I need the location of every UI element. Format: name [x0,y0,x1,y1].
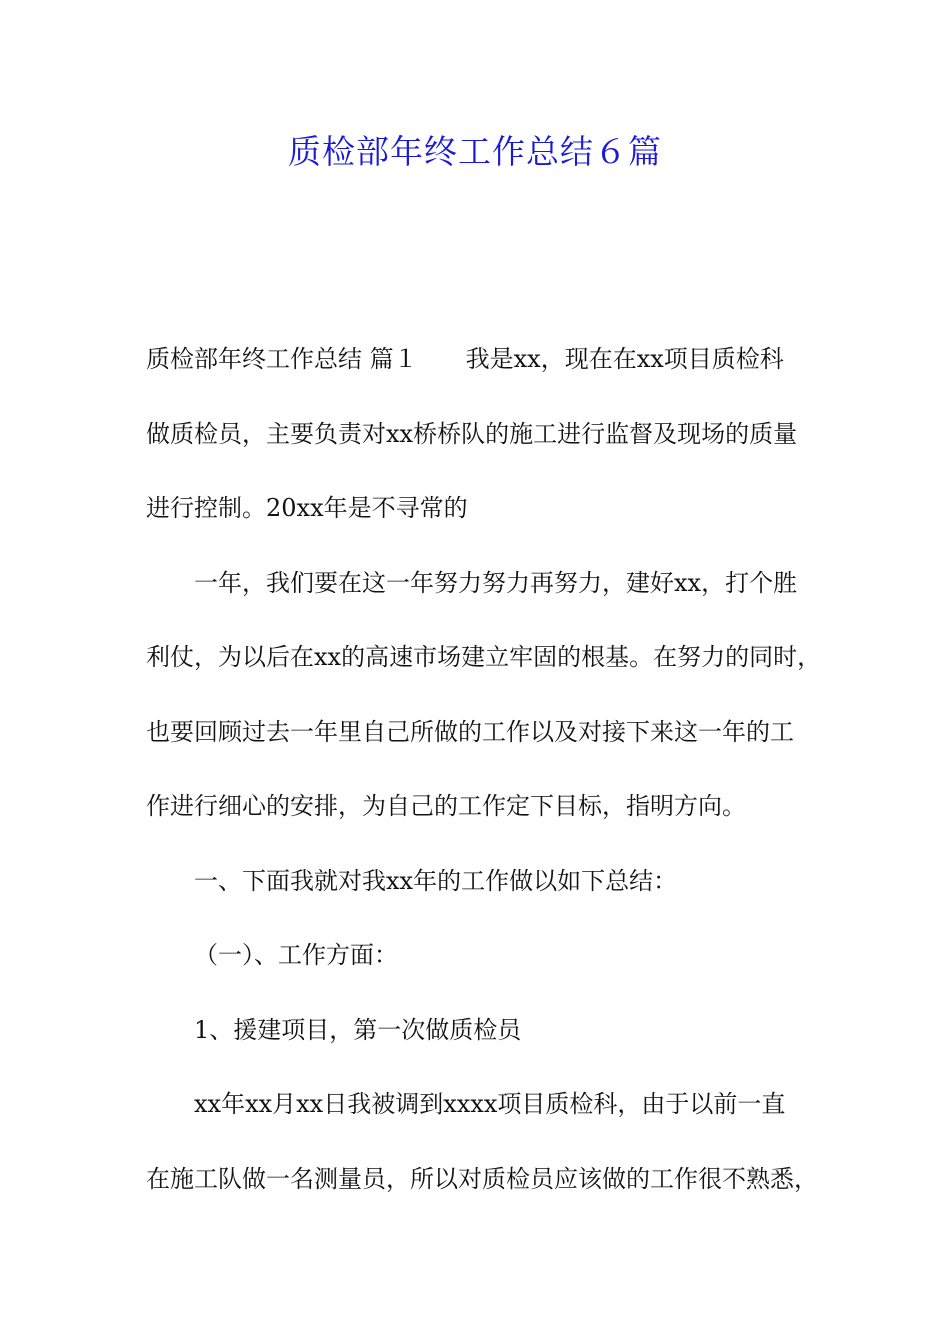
paragraph-line: 作进行细心的安排，为自己的工作定下目标，指明方向。 [146,792,746,820]
section-heading: 一、下面我就对我xx年的工作做以如下总结： [194,867,678,895]
paragraph-line: 做质检员，主要负责对xx桥桥队的施工进行监督及现场的质量 [146,420,798,448]
item-heading: 1、援建项目，第一次做质检员 [194,1016,522,1044]
paragraph-line: xx年xx月xx日我被调到xxxx项目质检科，由于以前一直 [194,1090,786,1118]
paragraph-line: 一年，我们要在这一年努力努力再努力，建好xx，打个胜 [194,569,798,597]
paragraph-line: 质检部年终工作总结 篇１ 我是xx，现在在xx项目质检科 [146,345,784,373]
paragraph-line: 在施工队做一名测量员，所以对质检员应该做的工作很不熟悉， [146,1165,818,1193]
document-title: 质检部年终工作总结６篇 [288,132,662,171]
paragraph-line: 也要回顾过去一年里自己所做的工作以及对接下来这一年的工 [146,718,794,746]
subsection-heading: （一）、工作方面： [194,941,398,969]
paragraph-line: 进行控制。20xx年是不寻常的 [146,494,468,522]
paragraph-line: 利仗，为以后在xx的高速市场建立牢固的根基。在努力的同时， [146,643,822,671]
